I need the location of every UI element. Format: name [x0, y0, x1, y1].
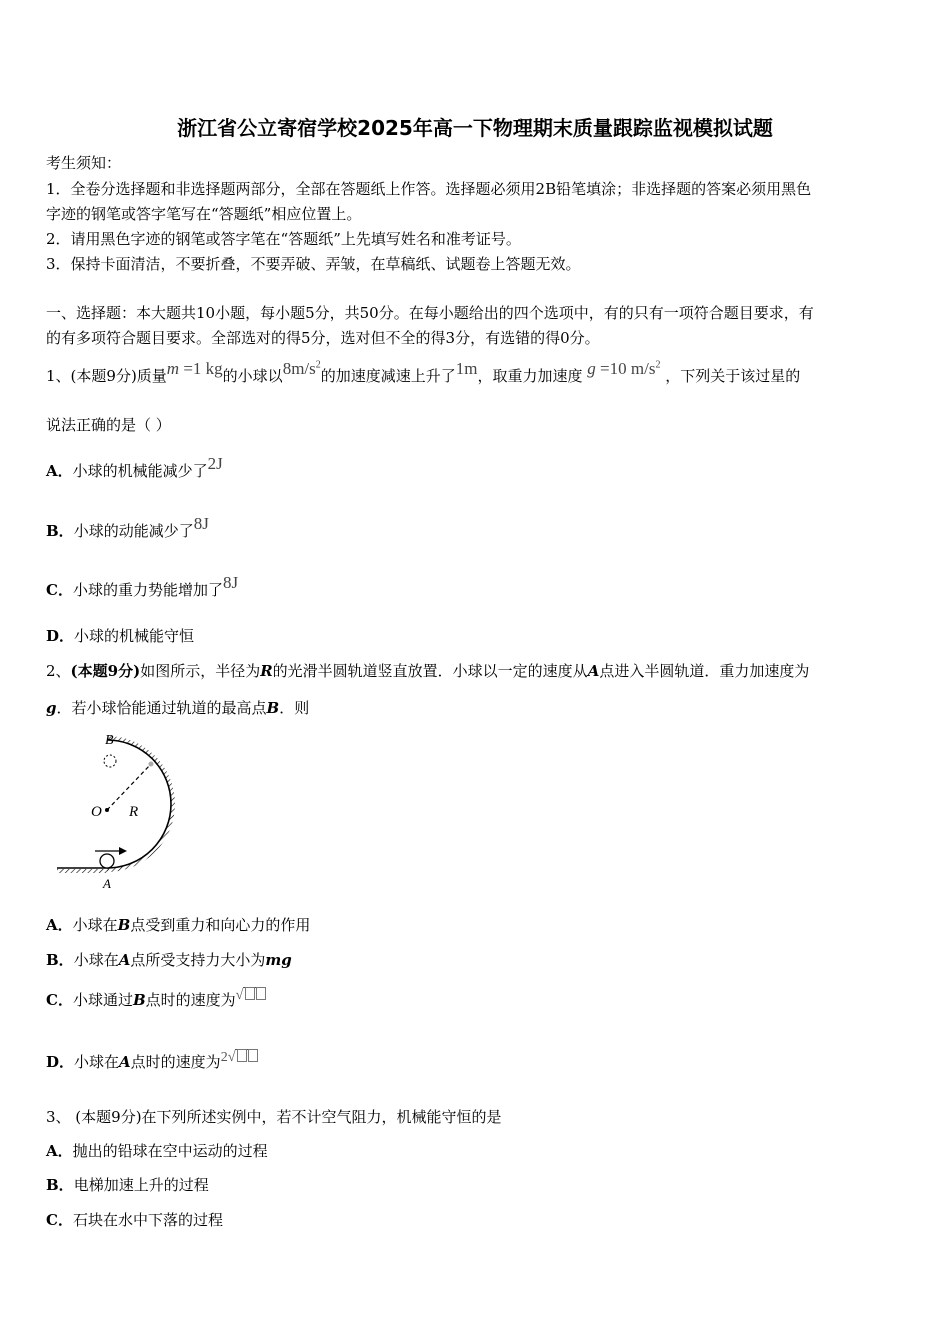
q3-option-c: C．石块在水中下落的过程: [46, 1211, 223, 1229]
q3-option-a: A．抛出的铅球在空中运动的过程: [46, 1142, 268, 1160]
q1-height: 1m: [455, 359, 478, 378]
label-o: O: [91, 804, 102, 820]
q2-option-a: A．小球在B点受到重力和向心力的作用: [46, 916, 311, 934]
page-title: 浙江省公立寄宿学校2025年高一下物理期末质量跟踪监视模拟试题: [177, 116, 773, 140]
ground-hatching: [57, 869, 109, 873]
q1-mass: m =1 kg: [166, 359, 223, 378]
notice-item-1b: 字迹的钢笔或答字笔写在“答题纸”相应位置上。: [46, 205, 362, 223]
notice-item-1a: 1．全卷分选择题和非选择题两部分，全部在答题纸上作答。选择题必须用2B铅笔填涂；非选择题的答案必须用黑色: [46, 180, 812, 198]
semicircle-track: [107, 740, 171, 868]
ball-at-b: [104, 755, 116, 767]
q1-accel: $8m/s^2$: [282, 359, 321, 378]
q3-stem: 3、 (本题9分)在下列所述实例中，若不计空气阻力，机械能守恒的是: [46, 1108, 502, 1126]
label-b: B: [105, 733, 114, 748]
q1-text-4: ，下列关于该过星的: [665, 367, 801, 385]
q1-option-d: D．小球的机械能守恒: [46, 627, 195, 645]
q1-stem-2: 说法正确的是（ ）: [46, 416, 171, 434]
notice-item-3: 3．保持卡面清洁，不要折叠，不要弄破、弄皱，在草稿纸、试题卷上答题无效。: [46, 255, 581, 273]
section-instructions-2: 的有多项符合题目要求。全部选对的得5分，选对但不全的得3分，有选错的得0分。: [46, 329, 600, 347]
q1-stem: [46, 359, 801, 386]
q1-option-c: C．小球的重力势能增加了8J: [46, 573, 239, 599]
sqrt-expression-2: 2√: [221, 1050, 259, 1065]
label-r: R: [129, 804, 139, 820]
q2-stem-2: g．若小球恰能通过轨道的最高点B．则: [46, 699, 310, 717]
q1-text-2: 的加速度减速上升了: [320, 367, 456, 385]
label-a: A: [103, 876, 111, 890]
q1-text-3: ，取重力加速度: [477, 367, 583, 385]
q3-option-b: B．电梯加速上升的过程: [46, 1176, 209, 1194]
q1-gravity: g =10 $m/s^2$: [587, 359, 661, 378]
ball-at-a: [100, 854, 114, 868]
sqrt-expression: √: [236, 988, 267, 1003]
velocity-arrow-head: [119, 847, 127, 855]
q1-option-a: A．小球的机械能减少了2J: [46, 454, 223, 480]
q2-option-c: C．小球通过B点时的速度为√: [46, 989, 266, 1010]
q2-stem: 2、(本题9分)如图所示，半径为R的光滑半圆轨道竖直放置．小球以一定的速度从A点进入半圆轨道．重力加速度为: [46, 662, 810, 680]
notice-item-2: 2．请用黑色字迹的钢笔或答字笔在“答题纸”上先填写姓名和准考证号。: [46, 230, 521, 248]
semicircle-track-figure: [55, 730, 185, 890]
q1-prefix: 1、(本题9分)质量: [46, 367, 167, 385]
section-instructions-1: 一、选择题：本大题共10小题，每小题5分，共50分。在每小题给出的四个选项中，有的只有一项符合题目要求，有: [46, 304, 814, 322]
q2-option-b: B．小球在A点所受支持力大小为mg: [46, 951, 292, 969]
q1-text-1: 的小球以: [222, 367, 283, 385]
q1-option-b: B．小球的动能减少了8J: [46, 514, 209, 540]
notice-heading: 考生须知：: [46, 154, 122, 172]
q2-option-d: D．小球在A点时的速度为2√: [46, 1051, 258, 1072]
